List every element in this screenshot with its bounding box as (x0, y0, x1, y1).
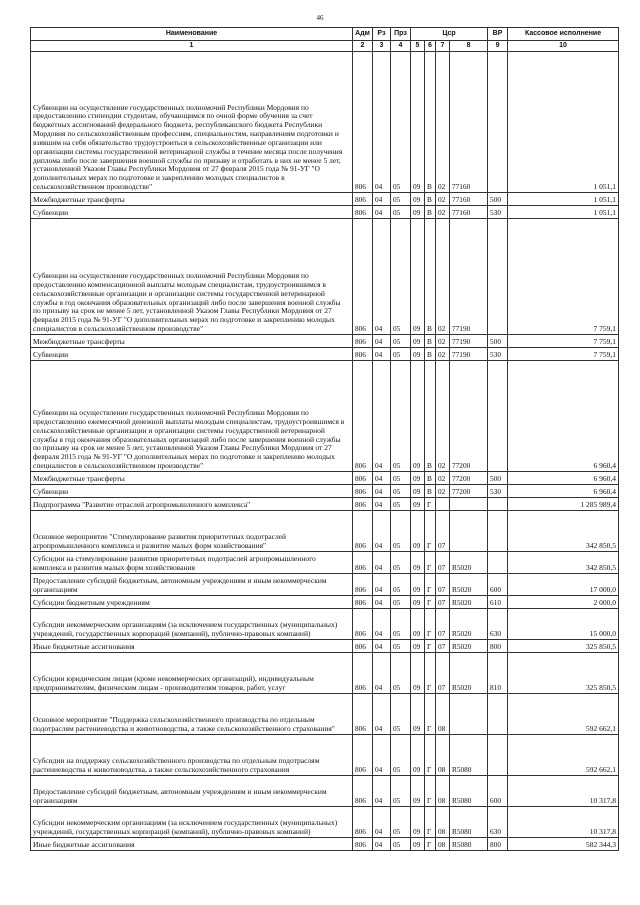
row-rz: 04 (373, 776, 391, 807)
row-csr-direction: 77190 (450, 335, 488, 348)
row-adm: 806 (353, 472, 373, 485)
row-rz: 04 (373, 596, 391, 609)
column-index: 3 (373, 41, 391, 52)
row-prz: 05 (391, 472, 411, 485)
row-csr-program: 09 (411, 552, 425, 574)
row-vr (488, 219, 508, 335)
row-vr: 500 (488, 472, 508, 485)
row-csr-event: 08 (436, 838, 450, 851)
row-prz: 05 (391, 498, 411, 511)
row-rz: 04 (373, 609, 391, 640)
row-csr-direction: 77160 (450, 52, 488, 193)
row-prz: 05 (391, 838, 411, 851)
column-index: 6 (425, 41, 436, 52)
row-csr-subprogram: В (425, 193, 436, 206)
row-csr-subprogram: В (425, 472, 436, 485)
header-name: Наименование (31, 28, 353, 41)
table-row (31, 361, 619, 472)
header-adm: Адм (353, 28, 373, 41)
row-amount: 15 000,0 (508, 609, 619, 640)
row-adm: 806 (353, 361, 373, 472)
row-adm: 806 (353, 735, 373, 776)
row-csr-program: 09 (411, 498, 425, 511)
row-csr-subprogram: Г (425, 596, 436, 609)
row-csr-subprogram: Г (425, 735, 436, 776)
row-vr (488, 735, 508, 776)
row-rz: 04 (373, 206, 391, 219)
row-amount: 342 850,5 (508, 552, 619, 574)
table-row (31, 498, 619, 511)
row-name: Субсидии некоммерческим организациям (за исключением государственных (муниципальных) учреждений, государственных корпораций (компаний), публично-правовых компаний) (31, 609, 353, 640)
row-csr-event: 08 (436, 776, 450, 807)
row-vr: 530 (488, 206, 508, 219)
row-name: Субсидии на стимулирование развития приоритетных подотраслей агропромышленного комплекса и развития малых форм хозяйствования (31, 552, 353, 574)
row-adm: 806 (353, 807, 373, 838)
row-name: Межбюджетные трансферты (31, 193, 353, 206)
row-csr-program: 09 (411, 776, 425, 807)
row-csr-event: 02 (436, 472, 450, 485)
row-csr-program: 09 (411, 485, 425, 498)
row-csr-program: 09 (411, 735, 425, 776)
row-csr-direction: R5080 (450, 807, 488, 838)
row-amount: 17 000,0 (508, 574, 619, 596)
row-csr-subprogram: В (425, 206, 436, 219)
row-prz: 05 (391, 485, 411, 498)
table-row (31, 485, 619, 498)
row-amount: 6 960,4 (508, 485, 619, 498)
row-csr-event: 07 (436, 609, 450, 640)
row-csr-direction: R5020 (450, 552, 488, 574)
row-name: Субвенции (31, 348, 353, 361)
row-csr-direction (450, 511, 488, 552)
row-csr-subprogram: Г (425, 552, 436, 574)
row-name: Иные бюджетные ассигнования (31, 838, 353, 851)
column-index: 5 (411, 41, 425, 52)
row-csr-direction: R5020 (450, 574, 488, 596)
row-csr-subprogram: Г (425, 807, 436, 838)
row-vr: 800 (488, 838, 508, 851)
row-vr: 530 (488, 348, 508, 361)
row-rz: 04 (373, 552, 391, 574)
row-prz: 05 (391, 640, 411, 653)
row-prz: 05 (391, 776, 411, 807)
row-csr-subprogram: В (425, 361, 436, 472)
row-adm: 806 (353, 219, 373, 335)
row-vr: 800 (488, 640, 508, 653)
row-amount: 1 051,1 (508, 193, 619, 206)
row-csr-program: 09 (411, 574, 425, 596)
row-csr-direction: R5080 (450, 838, 488, 851)
row-csr-program: 09 (411, 640, 425, 653)
row-csr-direction: R5080 (450, 776, 488, 807)
row-adm: 806 (353, 511, 373, 552)
row-amount: 1 285 989,4 (508, 498, 619, 511)
row-adm: 806 (353, 609, 373, 640)
row-name: Субвенции на осуществление государственных полномочий Республики Мордовия по предоставлению ежемесячной денежной выплаты молодым специалистам, трудоустроившимся в сельскохозяйственные организации и организации системы государственной ветеринарной службы в год окончания образовательных организаций либо после завершения военной службы по призыву на срок не менее 5 лет, установленной Указом Главы Республики Мордовия от 27 февраля 2015 года № 91-УГ "О дополнительных мерах по подготовке и закреплению молодых специалистов в сельскохозяйственном производстве" (31, 361, 353, 472)
row-csr-subprogram: Г (425, 653, 436, 694)
column-index: 1 (31, 41, 353, 52)
header-amount: Кассовое исполнение (508, 28, 619, 41)
row-csr-event: 07 (436, 511, 450, 552)
row-csr-program: 09 (411, 219, 425, 335)
table-row (31, 596, 619, 609)
table-row (31, 653, 619, 694)
row-adm: 806 (353, 485, 373, 498)
row-amount: 10 317,8 (508, 776, 619, 807)
row-adm: 806 (353, 552, 373, 574)
row-adm: 806 (353, 206, 373, 219)
row-csr-event: 07 (436, 640, 450, 653)
row-amount: 592 662,1 (508, 694, 619, 735)
table-row (31, 52, 619, 193)
row-adm: 806 (353, 694, 373, 735)
table-row (31, 609, 619, 640)
row-rz: 04 (373, 52, 391, 193)
row-csr-direction (450, 498, 488, 511)
row-name: Подпрограмма "Развитие отраслей агропромышленного комплекса" (31, 498, 353, 511)
row-csr-event: 02 (436, 52, 450, 193)
row-amount: 2 000,0 (508, 596, 619, 609)
row-csr-subprogram: Г (425, 694, 436, 735)
row-rz: 04 (373, 361, 391, 472)
row-csr-program: 09 (411, 596, 425, 609)
row-csr-program: 09 (411, 807, 425, 838)
row-amount: 342 850,5 (508, 511, 619, 552)
column-index: 10 (508, 41, 619, 52)
row-csr-program: 09 (411, 472, 425, 485)
row-rz: 04 (373, 485, 391, 498)
row-amount: 6 960,4 (508, 361, 619, 472)
table-row (31, 552, 619, 574)
column-index: 2 (353, 41, 373, 52)
row-csr-event: 02 (436, 206, 450, 219)
row-name: Субсидии некоммерческим организациям (за исключением государственных (муниципальных) учреждений, государственных корпораций (компаний), публично-правовых компаний) (31, 807, 353, 838)
row-csr-subprogram: Г (425, 511, 436, 552)
row-name: Субвенции (31, 485, 353, 498)
table-row (31, 694, 619, 735)
table-row (31, 206, 619, 219)
row-csr-direction: R5020 (450, 653, 488, 694)
row-csr-event: 02 (436, 335, 450, 348)
row-amount: 1 051,1 (508, 206, 619, 219)
row-csr-subprogram: В (425, 335, 436, 348)
row-csr-program: 09 (411, 838, 425, 851)
table-row (31, 335, 619, 348)
row-name: Иные бюджетные ассигнования (31, 640, 353, 653)
row-csr-event: 07 (436, 552, 450, 574)
row-csr-event: 02 (436, 361, 450, 472)
row-csr-program: 09 (411, 348, 425, 361)
row-csr-direction: R5020 (450, 596, 488, 609)
row-csr-program: 09 (411, 694, 425, 735)
row-prz: 05 (391, 348, 411, 361)
row-vr (488, 361, 508, 472)
page-number: 46 (316, 14, 324, 22)
row-rz: 04 (373, 348, 391, 361)
row-name: Межбюджетные трансферты (31, 472, 353, 485)
row-name: Субвенции на осуществление государственных полномочий Республики Мордовия по предоставлению стипендии студентам, обучающимся по очной форме обучения за счет бюджетных ассигнований федерального бюджета, республиканского бюджета Республики Мордовия по сельскохозяйственным профессиям, специальностям, направлениям подготовки и взявшим на себя обязательство трудоустроиться в сельскохозяйственные организации или организации системы государственной ветеринарной службы в течение месяца после получения диплома либо после завершения военной службы по призыву и отработать в них не менее 5 лет, установленной Указом Главы Республики Мордовия от 27 февраля 2015 года № 91-УГ "О дополнительных мерах по подготовке и закреплению молодых специалистов в сельскохозяйственном производстве" (31, 52, 353, 193)
row-adm: 806 (353, 348, 373, 361)
row-csr-direction: 77160 (450, 206, 488, 219)
row-vr (488, 511, 508, 552)
row-amount: 7 759,1 (508, 335, 619, 348)
row-vr: 500 (488, 193, 508, 206)
row-vr (488, 52, 508, 193)
row-csr-program: 09 (411, 52, 425, 193)
row-csr-event: 07 (436, 653, 450, 694)
row-csr-event: 07 (436, 574, 450, 596)
row-amount: 6 960,4 (508, 472, 619, 485)
row-rz: 04 (373, 640, 391, 653)
row-adm: 806 (353, 498, 373, 511)
budget-table (30, 27, 619, 851)
table-row (31, 219, 619, 335)
row-csr-event: 02 (436, 193, 450, 206)
row-vr: 610 (488, 596, 508, 609)
row-amount: 582 344,3 (508, 838, 619, 851)
row-csr-event: 07 (436, 596, 450, 609)
row-vr: 600 (488, 776, 508, 807)
row-prz: 05 (391, 335, 411, 348)
row-adm: 806 (353, 838, 373, 851)
row-rz: 04 (373, 807, 391, 838)
row-prz: 05 (391, 609, 411, 640)
row-rz: 04 (373, 574, 391, 596)
row-vr: 600 (488, 574, 508, 596)
row-amount: 7 759,1 (508, 219, 619, 335)
row-rz: 04 (373, 653, 391, 694)
row-rz: 04 (373, 193, 391, 206)
row-prz: 05 (391, 552, 411, 574)
row-csr-program: 09 (411, 609, 425, 640)
table-row (31, 193, 619, 206)
row-name: Субсидии юридическим лицам (кроме некоммерческих организаций), индивидуальным предпринимателям, физическим лицам - производителям товаров, работ, услуг (31, 653, 353, 694)
row-prz: 05 (391, 511, 411, 552)
row-csr-subprogram: Г (425, 498, 436, 511)
row-rz: 04 (373, 472, 391, 485)
row-csr-event: 08 (436, 694, 450, 735)
row-rz: 04 (373, 219, 391, 335)
row-csr-direction: 77190 (450, 219, 488, 335)
row-vr: 530 (488, 485, 508, 498)
column-index-row (31, 41, 619, 52)
column-index: 4 (391, 41, 411, 52)
row-csr-subprogram: Г (425, 609, 436, 640)
row-prz: 05 (391, 596, 411, 609)
row-csr-direction: R5020 (450, 640, 488, 653)
row-prz: 05 (391, 735, 411, 776)
row-csr-direction (450, 694, 488, 735)
row-csr-subprogram: Г (425, 574, 436, 596)
row-csr-direction: 77200 (450, 472, 488, 485)
row-vr (488, 552, 508, 574)
row-vr: 500 (488, 335, 508, 348)
row-adm: 806 (353, 640, 373, 653)
row-amount: 325 850,5 (508, 640, 619, 653)
row-name: Субвенции на осуществление государственных полномочий Республики Мордовия по предоставлению компенсационной выплаты молодым специалистам, трудоустроившимся в сельскохозяйственные организации и организации системы государственной ветеринарной службы в год окончания образовательных организаций либо после завершения военной службы по призыву на срок не менее 5 лет, установленной Указом Главы Республики Мордовия от 27 февраля 2015 года № 91-УГ "О дополнительных мерах по подготовке и закреплению молодых специалистов в сельскохозяйственном производстве" (31, 219, 353, 335)
row-prz: 05 (391, 52, 411, 193)
row-vr: 630 (488, 609, 508, 640)
row-name: Субвенции (31, 206, 353, 219)
row-adm: 806 (353, 52, 373, 193)
row-adm: 806 (353, 776, 373, 807)
row-prz: 05 (391, 807, 411, 838)
row-csr-direction: R5020 (450, 609, 488, 640)
row-prz: 05 (391, 206, 411, 219)
row-csr-program: 09 (411, 653, 425, 694)
row-name: Предоставление субсидий бюджетным, автономным учреждениям и иным некоммерческим организациям (31, 776, 353, 807)
row-csr-subprogram: В (425, 348, 436, 361)
row-vr (488, 694, 508, 735)
row-rz: 04 (373, 498, 391, 511)
row-csr-subprogram: В (425, 52, 436, 193)
row-rz: 04 (373, 511, 391, 552)
row-vr: 630 (488, 807, 508, 838)
row-csr-direction: R5080 (450, 735, 488, 776)
table-row (31, 348, 619, 361)
row-rz: 04 (373, 735, 391, 776)
header-row (31, 28, 619, 41)
row-rz: 04 (373, 335, 391, 348)
row-adm: 806 (353, 653, 373, 694)
row-name: Основное мероприятие "Поддержка сельскохозяйственного производства по отдельным подотраслям растениеводства и животноводства, а также сельскохозяйственного страхования" (31, 694, 353, 735)
row-prz: 05 (391, 574, 411, 596)
table-row (31, 472, 619, 485)
row-csr-event: 02 (436, 485, 450, 498)
row-name: Основное мероприятие "Стимулирование развития приоритетных подотраслей агропромышленного комплекса и развитие малых форм хозяйствования" (31, 511, 353, 552)
column-index: 8 (450, 41, 488, 52)
row-adm: 806 (353, 193, 373, 206)
row-rz: 04 (373, 694, 391, 735)
row-name: Субсидии бюджетным учреждениям (31, 596, 353, 609)
row-csr-subprogram: Г (425, 838, 436, 851)
row-vr (488, 498, 508, 511)
row-csr-program: 09 (411, 335, 425, 348)
row-csr-program: 09 (411, 511, 425, 552)
row-amount: 10 317,8 (508, 807, 619, 838)
row-name: Субсидии на поддержку сельскохозяйственного производства по отдельным подотраслям растениеводства и животноводства, а также сельскохозяйственного страхования (31, 735, 353, 776)
row-amount: 592 662,1 (508, 735, 619, 776)
row-csr-direction: 77190 (450, 348, 488, 361)
row-csr-event: 08 (436, 807, 450, 838)
header-csr: Цср (411, 28, 488, 41)
row-csr-direction: 77200 (450, 485, 488, 498)
row-rz: 04 (373, 838, 391, 851)
row-adm: 806 (353, 335, 373, 348)
row-csr-subprogram: Г (425, 776, 436, 807)
row-name: Межбюджетные трансферты (31, 335, 353, 348)
column-index: 7 (436, 41, 450, 52)
row-adm: 806 (353, 596, 373, 609)
row-csr-program: 09 (411, 206, 425, 219)
row-prz: 05 (391, 193, 411, 206)
row-name: Предоставление субсидий бюджетным, автономным учреждениям и иным некоммерческим организациям (31, 574, 353, 596)
row-csr-event: 08 (436, 735, 450, 776)
row-prz: 05 (391, 219, 411, 335)
row-csr-program: 09 (411, 361, 425, 472)
table-row (31, 776, 619, 807)
row-vr: 810 (488, 653, 508, 694)
table-row (31, 574, 619, 596)
row-amount: 1 051,1 (508, 52, 619, 193)
header-vr: ВР (488, 28, 508, 41)
row-csr-program: 09 (411, 193, 425, 206)
row-amount: 7 759,1 (508, 348, 619, 361)
row-csr-subprogram: В (425, 219, 436, 335)
table-row (31, 807, 619, 838)
table-row (31, 838, 619, 851)
row-csr-direction: 77200 (450, 361, 488, 472)
row-amount: 325 850,5 (508, 653, 619, 694)
row-csr-event: 02 (436, 219, 450, 335)
row-prz: 05 (391, 653, 411, 694)
row-prz: 05 (391, 361, 411, 472)
header-rz: Рз (373, 28, 391, 41)
row-csr-event: 02 (436, 348, 450, 361)
row-adm: 806 (353, 574, 373, 596)
row-csr-event (436, 498, 450, 511)
table-row (31, 735, 619, 776)
row-csr-direction: 77160 (450, 193, 488, 206)
row-prz: 05 (391, 694, 411, 735)
header-prz: Прз (391, 28, 411, 41)
row-csr-subprogram: В (425, 485, 436, 498)
table-row (31, 640, 619, 653)
column-index: 9 (488, 41, 508, 52)
row-csr-subprogram: Г (425, 640, 436, 653)
table-row (31, 511, 619, 552)
